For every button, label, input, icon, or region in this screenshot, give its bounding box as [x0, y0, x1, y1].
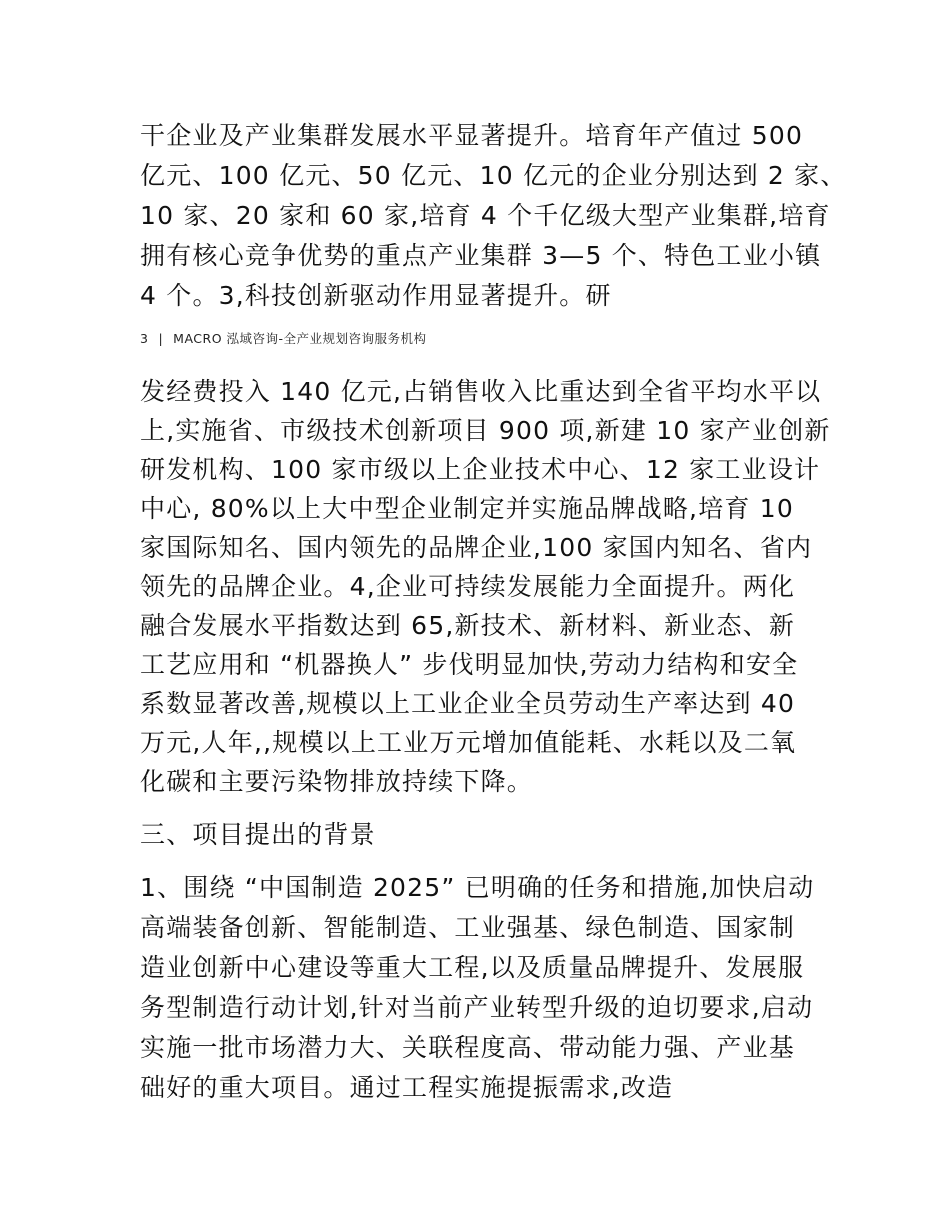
text-line: 研发机构、100 家市级以上企业技术中心、12 家工业设计	[140, 455, 821, 484]
text-line: 10 家、20 家和 60 家,培育 4 个千亿级大型产业集群,培育	[140, 201, 831, 230]
text-line: 高端装备创新、智能制造、工业强基、绿色制造、国家制	[140, 913, 796, 942]
text-line: 务型制造行动计划,针对当前产业转型升级的迫切要求,启动	[140, 993, 814, 1022]
text-line: 4 个。3,科技创新驱动作用显著提升。研	[140, 281, 612, 310]
text-line: 化碳和主要污染物排放持续下降。	[140, 767, 534, 796]
page-number: 3	[140, 331, 149, 346]
text-line: 领先的品牌企业。4,企业可持续发展能力全面提升。两化	[140, 572, 796, 601]
text-line: 亿元、100 亿元、50 亿元、10 亿元的企业分别达到 2 家、	[140, 161, 847, 190]
text-line: 万元,人年,,规模以上工业万元增加值能耗、水耗以及二氧	[140, 728, 797, 757]
text-line: 工艺应用和 “机器换人” 步伐明显加快,劳动力结构和安全	[140, 650, 799, 679]
text-line: 中心, 80%以上大中型企业制定并实施品牌战略,培育 10	[140, 494, 794, 523]
text-line: 干企业及产业集群发展水平显著提升。培育年产值过 500	[140, 121, 804, 150]
text-line: 造业创新中心建设等重大工程,以及质量品牌提升、发展服	[140, 953, 805, 982]
text-line: 融合发展水平指数达到 65,新技术、新材料、新业态、新	[140, 611, 796, 640]
footer-text: MACRO 泓域咨询-全产业规划咨询服务机构	[173, 331, 427, 346]
text-line: 发经费投入 140 亿元,占销售收入比重达到全省平均水平以	[140, 377, 822, 406]
text-line: 家国际知名、国内领先的品牌企业,100 家国内知名、省内	[140, 533, 813, 562]
text-line: 上,实施省、市级技术创新项目 900 项,新建 10 家产业创新	[140, 416, 831, 445]
text-line: 系数显著改善,规模以上工业企业全员劳动生产率达到 40	[140, 689, 796, 718]
page-footer	[140, 330, 427, 348]
text-line: 础好的重大项目。通过工程实施提振需求,改造	[140, 1073, 674, 1102]
text-line: 拥有核心竞争优势的重点产业集群 3—5 个、特色工业小镇	[140, 241, 822, 270]
footer-separator: |	[158, 331, 164, 346]
text-line: 1、围绕 “中国制造 2025” 已明确的任务和措施,加快启动	[140, 873, 815, 902]
section-heading: 三、项目提出的背景	[140, 820, 376, 849]
text-line: 实施一批市场潜力大、关联程度高、带动能力强、产业基	[140, 1033, 796, 1062]
